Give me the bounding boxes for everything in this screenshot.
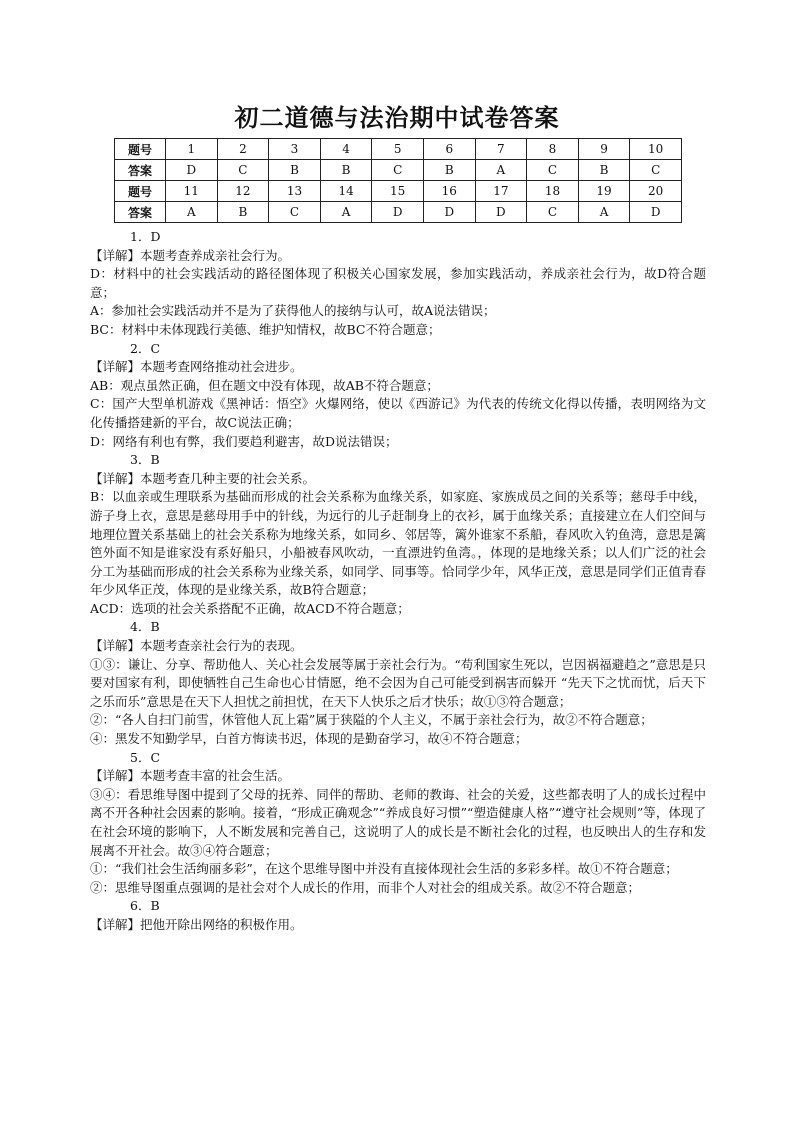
answer-table-cell: B (423, 160, 475, 181)
answer-table-cell: 1 (166, 139, 218, 160)
answer-table-cell: 4 (320, 139, 372, 160)
answer-table-cell: 14 (320, 181, 372, 202)
question-number: 6．B (130, 898, 160, 914)
answer-table-cell: 19 (578, 181, 630, 202)
answer-table-cell: D (630, 202, 682, 223)
answer-table-row (115, 181, 682, 202)
document-title: 初二道德与法治期中试卷答案 (234, 103, 560, 132)
answer-table-cell: 8 (527, 139, 579, 160)
answer-table-cell: A (475, 160, 527, 181)
answer-table-cell: 20 (630, 181, 682, 202)
explanation-paragraph: ②：“各人自扫门前雪，休管他人瓦上霜”属于狭隘的个人主义，不属于亲社会行为，故②不符合题意； (90, 712, 653, 728)
answer-table-cell: C (269, 202, 321, 223)
question-number: 5．C (130, 749, 161, 765)
answer-table-row (115, 139, 682, 160)
answer-table-cell: 17 (475, 181, 527, 202)
answer-table-row-label: 答案 (115, 202, 166, 223)
question-number: 3．B (130, 452, 160, 468)
explanation-paragraph: 【详解】本题考查丰富的社会生活。 (90, 768, 291, 784)
answer-table-row (115, 160, 682, 181)
answer-table-cell: B (269, 160, 321, 181)
answer-table-cell: D (166, 160, 218, 181)
answer-table (114, 138, 682, 223)
answer-table-cell: D (423, 202, 475, 223)
explanation-paragraph: D：网络有利也有弊，我们要趋利避害，故D说法错误； (90, 433, 398, 449)
answer-table-cell: C (217, 160, 269, 181)
answer-table-cell: 13 (269, 181, 321, 202)
answer-table-row-label: 题号 (115, 139, 166, 160)
explanation-paragraph: 【详解】本题考查养成亲社会行为。 (90, 247, 291, 263)
question-number: 4．B (130, 619, 160, 635)
explanation-paragraph: AB：观点虽然正确，但在题文中没有体现，故AB不符合题意； (90, 377, 439, 393)
explanation-paragraph: C：国产大型单机游戏《黑神话：悟空》火爆网络，使以《西游记》为代表的传统文化得以传播，表明网络为文化传播搭建新的平台，故C说法正确； (90, 396, 706, 430)
explanation-paragraph: 【详解】把他开除出网络的积极作用。 (90, 916, 303, 932)
answer-table-cell: 7 (475, 139, 527, 160)
answer-table-cell: C (372, 160, 424, 181)
answer-table-cell: C (527, 160, 579, 181)
explanation-paragraph: A：参加社会实践活动并不是为了获得他人的接纳与认可，故A说法错误； (90, 303, 496, 319)
answer-table-cell: 6 (423, 139, 475, 160)
answer-table-cell: 12 (217, 181, 269, 202)
answer-table-cell: B (217, 202, 269, 223)
question-number: 1．D (130, 229, 161, 244)
answer-table-cell: 5 (372, 139, 424, 160)
explanation-paragraph: ACD：选项的社会关系搭配不正确，故ACD不符合题意； (90, 600, 410, 616)
answer-table-cell: 16 (423, 181, 475, 202)
answer-table-body (115, 139, 682, 223)
answer-table-row-label: 题号 (115, 181, 166, 202)
answer-table-cell: B (320, 160, 372, 181)
answer-table-cell: 9 (578, 139, 630, 160)
answer-table-cell: C (527, 202, 579, 223)
explanation-paragraph: D：材料中的社会实践活动的路径图体现了积极关心国家发展，参加实践活动，养成亲社会行为，故D符合题意； (90, 266, 706, 300)
answer-table-cell: A (166, 202, 218, 223)
answer-explanations (90, 228, 706, 935)
explanation-paragraph: 【详解】本题考查网络推动社会进步。 (90, 359, 303, 375)
answer-table-cell: 10 (630, 139, 682, 160)
answer-table-cell: 15 (372, 181, 424, 202)
answer-table-cell: 18 (527, 181, 579, 202)
explanation-paragraph: BC：材料中未体现践行美德、维护知情权，故BC不符合题意； (90, 321, 441, 337)
answer-table-cell: 11 (166, 181, 218, 202)
answer-table-row (115, 202, 682, 223)
answer-table-cell: C (630, 160, 682, 181)
explanation-paragraph: ②：思维导图重点强调的是社会对个人成长的作用，而非个人对社会的组成关系。故②不符合题意； (90, 879, 641, 895)
answer-table-cell: 2 (217, 139, 269, 160)
explanation-paragraph: ①③：谦让、分享、帮助他人、关心社会发展等属于亲社会行为。“苟利国家生死以，岂因祸福避趋之”意思是只要对国家有利，即使牺牲自己生命也心甘情愿，绝不会因为自己可能受到祸害而躲开 “先天下之忧而忧，后天下之乐而乐”意思是在天下人担忧之前担忧，在天下人快乐之后才快乐；故①③符合题意； (90, 656, 706, 709)
answer-table-cell: B (578, 160, 630, 181)
answer-table-cell: D (372, 202, 424, 223)
explanation-paragraph: 【详解】本题考查几种主要的社会关系。 (90, 470, 316, 486)
explanation-paragraph: B：以血亲或生理联系为基础而形成的社会关系称为血缘关系，如家庭、家族成员之间的关系等；慈母手中线，游子身上衣，意思是慈母用手中的针线，为远行的儿子赶制身上的衣衫，属于血缘关系；直接建立在人们空间与地理位置关系基础上的社会关系称为地缘关系，如同乡、邻居等，篱外谁家不系船，春风吹入钓鱼湾，意思是篱笆外面不知是谁家没有系好船只，小船被春风吹动，一直漂进钓鱼湾。，体现的是地缘关系；以人们广泛的社会分工为基础而形成的社会关系称为业缘关系，如同学、同事等。恰同学少年，风华正茂，意思是同学们正值青春年少风华正茂，体现的是业缘关系，故B符合题意； (90, 489, 706, 598)
answer-table-row-label: 答案 (115, 160, 166, 181)
explanation-paragraph: ③④：看思维导图中提到了父母的抚养、同伴的帮助、老师的教诲、社会的关爱，这些都表明了人的成长过程中离不开各种社会因素的影响。接着，“形成正确观念”“养成良好习惯”“塑造健康人格”“遵守社会规则”等，体现了在社会环境的影响下，人不断发展和完善自己，这说明了人的成长是不断社会化的过程，也反映出人的生存和发展离不开社会。故③④符合题意； (90, 786, 706, 858)
answer-table-cell: D (475, 202, 527, 223)
explanation-paragraph: 【详解】本题考查亲社会行为的表现。 (90, 638, 303, 654)
answer-table-cell: A (320, 202, 372, 223)
answer-table-cell: A (578, 202, 630, 223)
question-number: 2．C (130, 340, 161, 356)
explanation-paragraph: ①：“我们社会生活绚丽多彩”，在这个思维导图中并没有直接体现社会生活的多彩多样。故①不符合题意； (90, 861, 678, 877)
explanation-paragraph: ④：黑发不知勤学早，白首方悔读书迟，体现的是勤奋学习，故④不符合题意； (90, 731, 528, 747)
answer-table-cell: 3 (269, 139, 321, 160)
